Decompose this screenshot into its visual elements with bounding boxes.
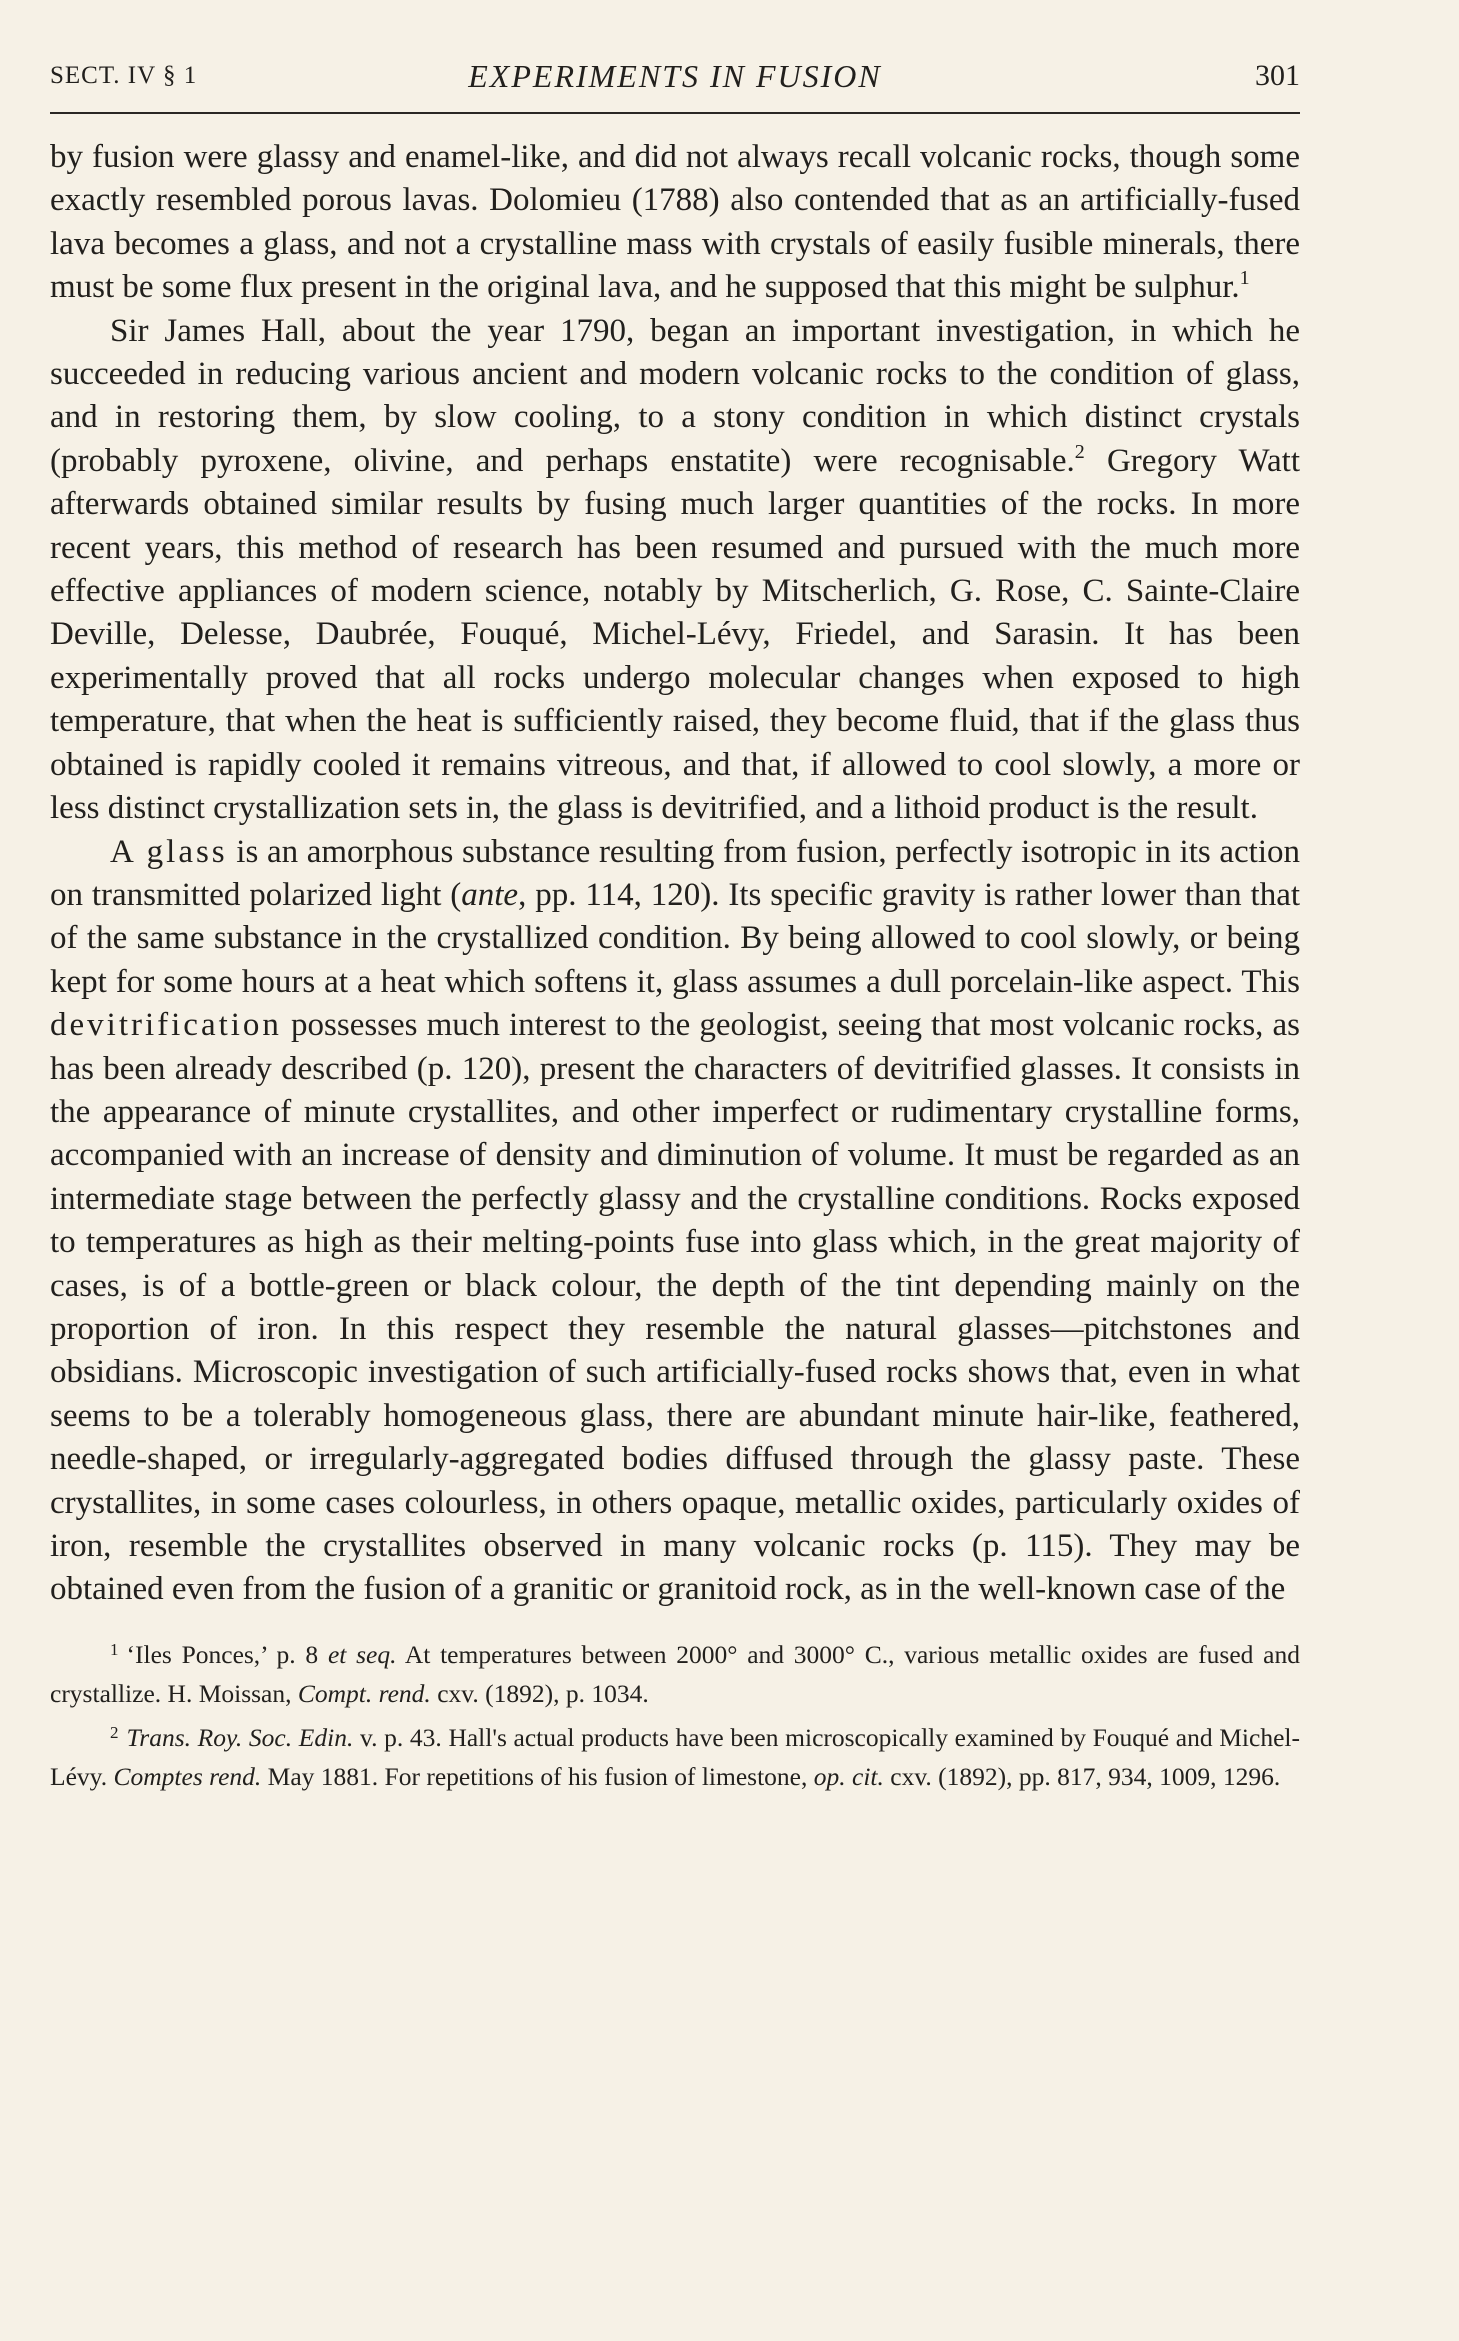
term-devitrification: devitrification	[50, 1007, 282, 1044]
footnote-1-journal: Compt. rend.	[297, 1678, 431, 1708]
page-number: 301	[1255, 59, 1300, 92]
term-glass: A glass	[110, 833, 228, 870]
footnote-ref-2: 2	[1074, 440, 1085, 463]
book-page	[50, 52, 1300, 1796]
footnote-2-text-b: May 1881. For repetitions of his fusion of limestone,	[261, 1761, 814, 1791]
footnote-2-opcit: op. cit.	[813, 1761, 884, 1791]
footnote-2-journal-2: Comptes rend.	[113, 1761, 262, 1791]
paragraph-3	[50, 831, 1300, 1612]
footnote-1-text-c: cxv. (1892), p. 1034.	[430, 1678, 649, 1708]
paragraph-1	[50, 136, 1300, 310]
paragraph-3-text-a: is an amorphous substance resulting from fusion, perfectly isotropic in its action on transmitted polarized light (	[50, 833, 1300, 913]
paragraph-2-text-b: Gregory Watt afterwards obtained similar results by fusing much larger quantities of the rocks. In more recent years, this method of research has been resumed and pursued with the much more effective appliances of modern science, notably by Mitscherlich, G. Rose, C. Sainte-Claire Deville, Delesse, Daubrée, Fouqué, Michel-Lévy, Friedel, and Sarasin. It has been experimentally proved that all rocks undergo molecular changes when exposed to high temperature, that when the heat is sufficiently raised, they become fluid, that if the glass thus obtained is rapidly cooled it remains vitreous, and that, if allowed to cool slowly, a more or less distinct crystallization sets in, the glass is devitrified, and a lithoid product is the result.	[50, 442, 1300, 827]
paragraph-2-text-a: Sir James Hall, about the year 1790, began an important investigation, in which he succeeded in reducing various ancient and modern volcanic rocks to the condition of glass, and in restoring them, by slow cooling, to a stony condition in which distinct crystals (probably pyroxene, olivine, and perhaps enstatite) were recognisable.	[50, 312, 1300, 479]
chapter-title: EXPERIMENTS IN FUSION	[468, 58, 882, 94]
header-rule	[50, 112, 1300, 114]
paragraph-3-text-c: possesses much interest to the geologist, seeing that most volcanic rocks, as has been already described (p. 120), present the characters of devitrified glasses. It consists in the appearance of minute crystallites, and other imperfect or rudimentary crystalline forms, accompanied with an increase of density and diminution of volume. It must be regarded as an intermediate stage between the perfectly glassy and the crystalline conditions. Rocks exposed to temperatures as high as their melting-points fuse into glass which, in the great majority of cases, is of a bottle-green or black colour, the depth of the tint depending mainly on the proportion of iron. In this respect they resemble the natural glasses—pitchstones and obsidians. Microscopic investigation of such artificially-fused rocks shows that, even in what seems to be a tolerably homogeneous glass, there are abundant minute hair-like, feathered, needle-shaped, or irregularly-aggregated bodies diffused through the glassy paste. These crystallites, in some cases colourless, in others opaque, metallic oxides, particularly oxides of iron, resemble the crystallites observed in many volcanic rocks (p. 115). They may be obtained even from the fusion of a granitic or granitoid rock, as in the well-known case of the	[50, 1007, 1300, 1608]
footnote-1-mark: 1	[110, 1639, 119, 1659]
footnote-2-mark: 2	[110, 1722, 119, 1742]
footnote-1	[50, 1630, 1300, 1713]
footnote-1-etseq: et seq.	[327, 1639, 397, 1669]
footnote-2-journal: Trans. Roy. Soc. Edin.	[126, 1722, 354, 1752]
footnote-2	[50, 1713, 1300, 1796]
section-label: SECT. IV § 1	[50, 62, 198, 89]
paragraph-2	[50, 310, 1300, 831]
running-head	[50, 52, 1300, 100]
ante-ref: ante	[461, 876, 519, 913]
footnote-ref-1: 1	[1239, 267, 1250, 290]
footnotes	[50, 1630, 1300, 1796]
footnote-1-text-b: At temperatures between 2000° and 3000° C., various metallic oxides are fused and crystallize. H. Moissan,	[50, 1639, 1300, 1708]
footnote-2-text-a: v. p. 43. Hall's actual products have been microscopically examined by Fouqué and Michel-Lévy.	[50, 1722, 1300, 1791]
footnote-1-text-a: ‘Iles Ponces,’ p. 8	[126, 1639, 328, 1669]
paragraph-1-text: by fusion were glassy and enamel-like, and did not always recall volcanic rocks, though some exactly resembled porous lavas. Dolomieu (1788) also contended that as an artificially-fused lava becomes a glass, and not a crystalline mass with crystals of easily fusible minerals, there must be some flux present in the original lava, and he supposed that this might be sulphur.	[50, 139, 1300, 306]
main-text	[50, 136, 1300, 1612]
footnote-2-text-c: cxv. (1892), pp. 817, 934, 1009, 1296.	[883, 1761, 1281, 1791]
paragraph-3-text-b: , pp. 114, 120). Its specific gravity is rather lower than that of the same substance in the crystallized condition. By being allowed to cool slowly, or being kept for some hours at a heat which softens it, glass assumes a dull porcelain-like aspect. This	[50, 876, 1301, 1000]
